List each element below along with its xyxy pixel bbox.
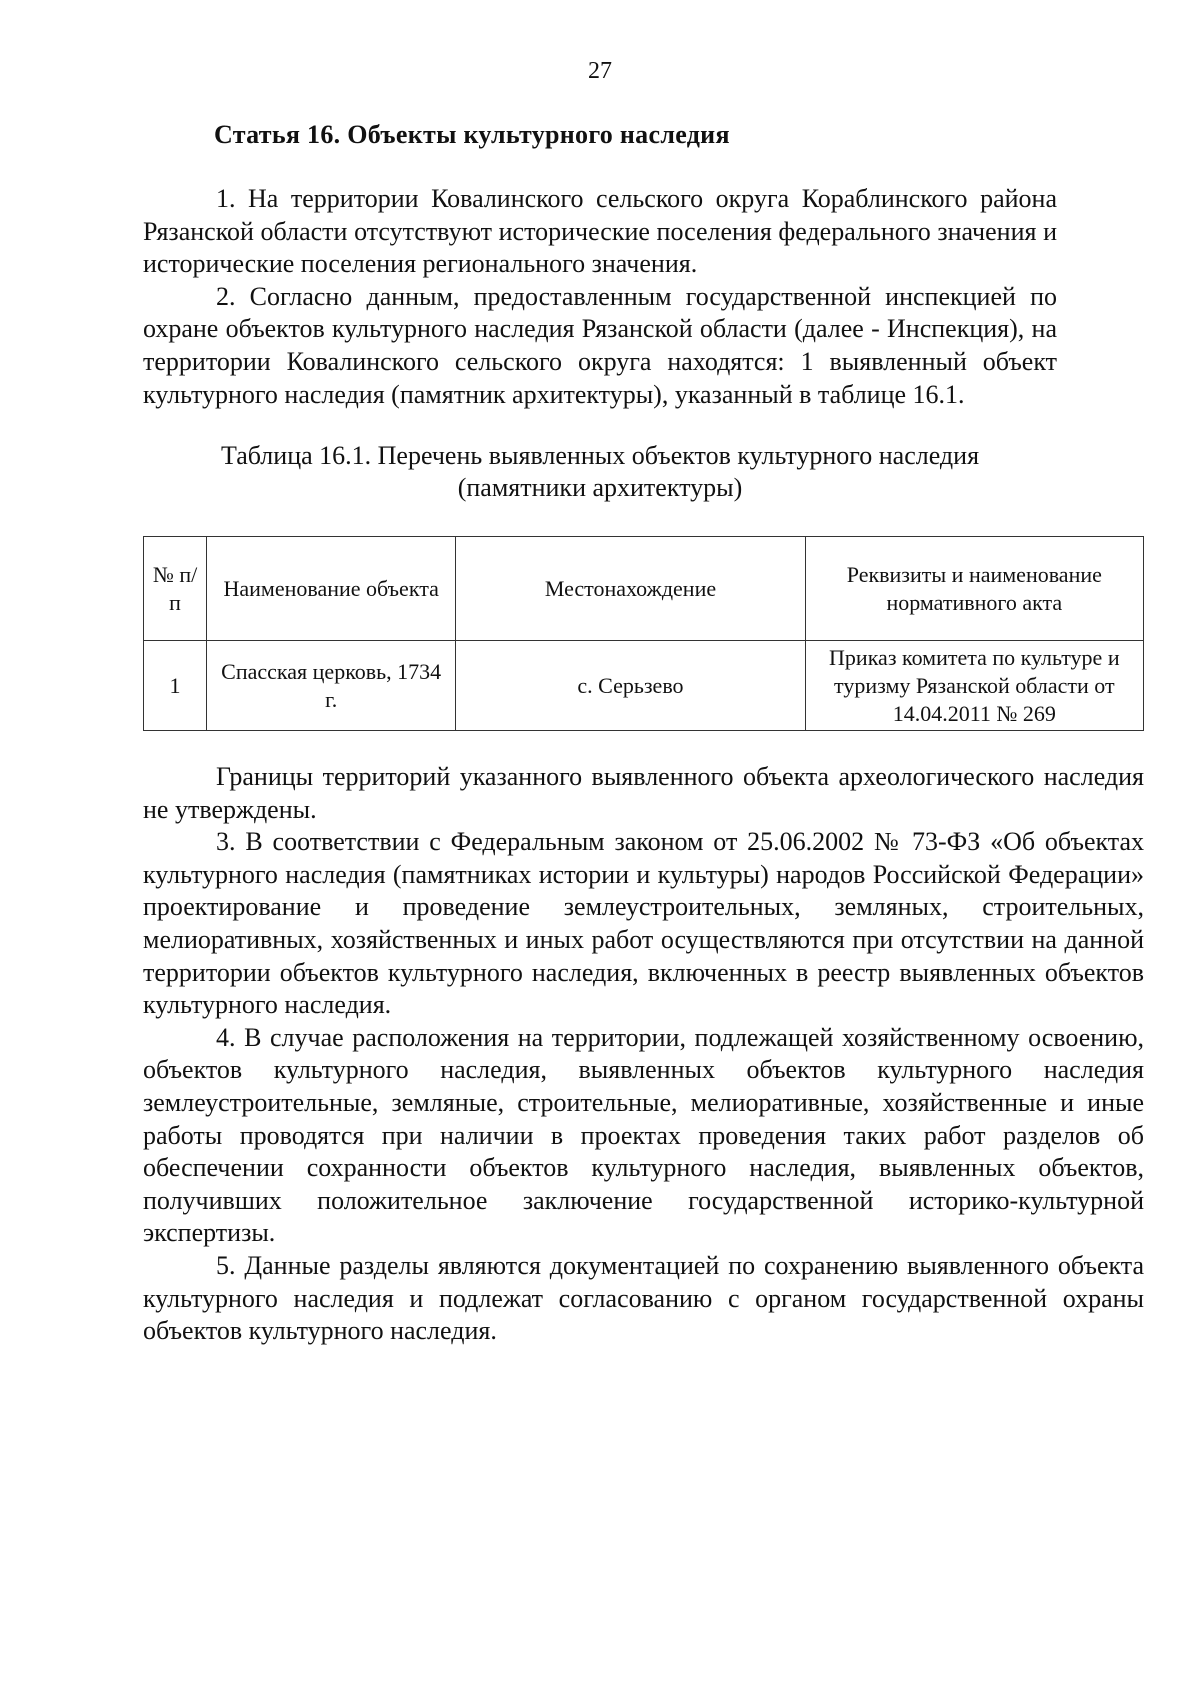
table-row <box>144 641 1144 731</box>
cell-location: с. Серьзево <box>456 641 805 731</box>
cell-name: Спасская церковь, 1734 г. <box>207 641 456 731</box>
table-caption <box>143 440 1057 504</box>
page-number: 27 <box>588 58 612 84</box>
paragraph-2: 2. Согласно данным, предоставленным государственной инспекцией по охране объектов культурного наследия Рязанской области (далее - Инспекция), на территории Ковалинского сельского округа находятся: 1 выявленный объект культурного наследия (памятник архитектуры), указанный в таблице 16.1. <box>143 281 1057 409</box>
header-location: Местонахождение <box>456 537 805 641</box>
header-num: № п/п <box>144 537 207 641</box>
paragraph-boundaries: Границы территорий указанного выявленного объекта археологического наследия не утверждены. <box>143 762 1144 824</box>
header-name: Наименование объекта <box>207 537 456 641</box>
closing-paragraphs <box>143 761 1144 1348</box>
paragraph-4: 4. В случае расположения на территории, подлежащей хозяйственному освоению, объектов культурного наследия, выявленных объектов культурного наследия землеустроительные, земляные, строительные, мелиоративные, хозяйственные и иные работы проводятся при наличии в проектах проведения таких работ разделов об обеспечении сохранности объектов культурного наследия, выявленных объектов, получивших положительное заключение государственной историко-культурной экспертизы. <box>143 1022 1144 1248</box>
article-heading: Статья 16. Объекты культурного наследия <box>214 120 730 149</box>
intro-paragraphs <box>143 183 1057 411</box>
table-caption-line-2: (памятники архитектуры) <box>457 473 743 502</box>
table-caption-line-1: Таблица 16.1. Перечень выявленных объектов культурного наследия <box>220 441 980 470</box>
header-act: Реквизиты и наименование нормативного акта <box>805 537 1143 641</box>
heritage-objects-table <box>143 536 1144 731</box>
table-header-row <box>144 537 1144 641</box>
cell-num: 1 <box>144 641 207 731</box>
paragraph-3: 3. В соответствии с Федеральным законом от 25.06.2002 № 73-ФЗ «Об объектах культурного наследия (памятниках истории и культуры) народов Российской Федерации» проектирование и проведение землеустроительных, земляных, строительных, мелиоративных, хозяйственных и иных работ осуществляются при отсутствии на данной территории объектов культурного наследия, включенных в реестр выявленных объектов культурного наследия. <box>143 827 1144 1020</box>
paragraph-5: 5. Данные разделы являются документацией по сохранению выявленного объекта культурного наследия и подлежат согласованию с органом государственной охраны объектов культурного наследия. <box>143 1250 1144 1346</box>
cell-act: Приказ комитета по культуре и туризму Рязанской области от 14.04.2011 № 269 <box>805 641 1143 731</box>
paragraph-1: 1. На территории Ковалинского сельского округа Кораблинского района Рязанской области отсутствуют исторические поселения федерального значения и исторические поселения регионального значения. <box>143 184 1057 279</box>
